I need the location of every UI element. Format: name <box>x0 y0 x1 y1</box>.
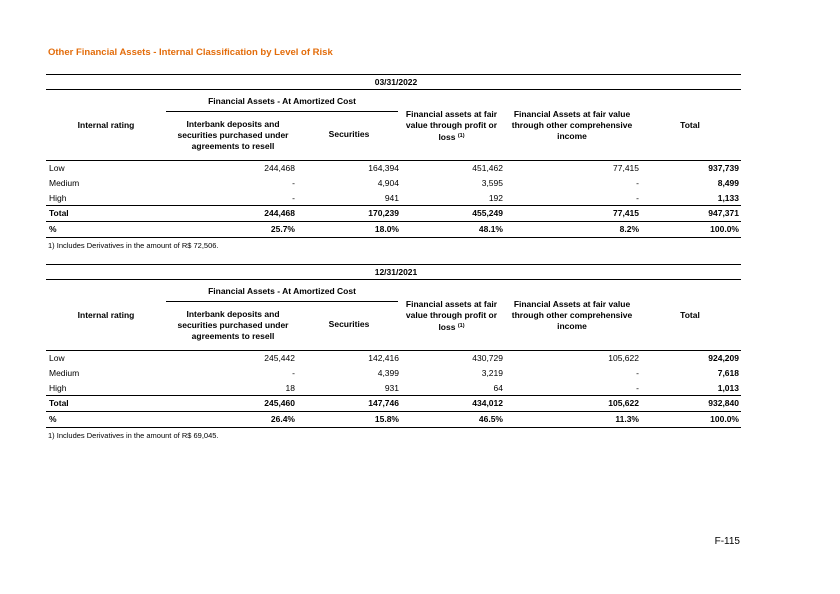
cell-total: 1,013 <box>717 382 739 393</box>
header-line: through other comprehensive <box>511 310 633 320</box>
total-row <box>46 205 741 221</box>
risk-table-2021 <box>46 264 741 440</box>
header-line: Financial Assets at fair value <box>513 109 631 119</box>
page-number: F-115 <box>714 536 740 547</box>
internal-rating-header: Internal rating <box>77 310 135 320</box>
group-underline <box>166 111 398 112</box>
cell: - <box>292 192 295 203</box>
cell: 192 <box>488 192 503 203</box>
cell: 244,468 <box>264 163 295 173</box>
amortized-cost-group-header: Financial Assets - At Amortized Cost <box>208 286 356 296</box>
footnote-marker: (1) <box>457 323 465 329</box>
header-line: value through profit or <box>405 310 498 320</box>
table-date: 03/31/2022 <box>46 74 741 90</box>
header-line: securities purchased under <box>177 320 289 330</box>
row-label: Low <box>49 353 65 363</box>
cell: 15.8% <box>374 414 399 425</box>
cell: 245,442 <box>264 353 295 363</box>
total-header: Total <box>680 310 700 320</box>
cell: 105,622 <box>608 353 639 363</box>
cell: 3,219 <box>481 367 503 378</box>
header-line: Interbank deposits and <box>186 309 280 319</box>
header-line: Financial Assets at fair value <box>513 299 631 309</box>
header-line: agreements to resell <box>191 331 275 341</box>
cell: 147,746 <box>368 398 399 409</box>
cell-total: 7,618 <box>717 367 739 378</box>
cell: 64 <box>493 382 503 393</box>
table-row <box>46 161 741 176</box>
cell: 77,415 <box>613 163 639 173</box>
row-label: Total <box>49 398 69 409</box>
row-label: % <box>49 224 57 235</box>
table-date: 12/31/2021 <box>46 264 741 280</box>
cell: 170,239 <box>368 208 399 219</box>
cell: 3,595 <box>481 177 503 188</box>
page-title: Other Financial Assets - Internal Classification by Level of Risk <box>48 47 333 58</box>
cell: 26.4% <box>270 414 295 425</box>
amortized-cost-group-header: Financial Assets - At Amortized Cost <box>208 96 356 106</box>
cell-total: 932,840 <box>708 398 739 409</box>
header-line: loss <box>438 322 456 332</box>
cell-total: 100.0% <box>710 224 739 235</box>
cell-total: 937,739 <box>708 163 739 173</box>
header-line: Interbank deposits and <box>186 119 280 129</box>
cell: 434,012 <box>472 398 503 409</box>
internal-rating-header: Internal rating <box>77 120 135 130</box>
table-row <box>46 381 741 396</box>
cell: 142,416 <box>368 353 399 363</box>
cell: 451,462 <box>472 163 503 173</box>
cell: 245,460 <box>264 398 295 409</box>
cell: 18 <box>285 382 295 393</box>
footnote-marker: (1) <box>457 133 465 139</box>
cell: 430,729 <box>472 353 503 363</box>
footnote: 1) Includes Derivatives in the amount of R$ 72,506. <box>48 240 219 250</box>
cell: 4,904 <box>377 177 399 188</box>
cell: 48.1% <box>478 224 503 235</box>
cell: 11.3% <box>615 414 639 425</box>
footnote: 1) Includes Derivatives in the amount of R$ 69,045. <box>48 430 219 440</box>
row-label: High <box>49 192 67 203</box>
header-line: through other comprehensive <box>511 120 633 130</box>
interbank-header <box>166 119 300 152</box>
cell-total: 924,209 <box>708 353 739 363</box>
header-line: income <box>557 131 587 141</box>
cell-total: 100.0% <box>710 414 739 425</box>
cell: - <box>292 177 295 188</box>
table-row <box>46 191 741 206</box>
table-header <box>46 90 741 161</box>
table-row <box>46 176 741 191</box>
cell: - <box>636 382 639 393</box>
header-line: agreements to resell <box>191 141 275 151</box>
cell: 455,249 <box>472 208 503 219</box>
table-header <box>46 280 741 351</box>
table-row <box>46 366 741 381</box>
cell-total: 947,371 <box>708 208 739 219</box>
cell: 931 <box>384 382 399 393</box>
cell: 4,399 <box>377 367 399 378</box>
cell: - <box>636 177 639 188</box>
row-label: % <box>49 414 57 425</box>
cell: 8.2% <box>619 224 639 235</box>
cell: - <box>292 367 295 378</box>
cell: 941 <box>384 192 399 203</box>
percent-row <box>46 411 741 428</box>
fvpl-header <box>398 109 505 143</box>
total-row <box>46 395 741 411</box>
cell-total: 8,499 <box>717 177 739 188</box>
cell: 25.7% <box>270 224 295 235</box>
securities-header: Securities <box>328 319 370 329</box>
header-line: value through profit or <box>405 120 498 130</box>
row-label: Medium <box>49 177 80 188</box>
group-underline <box>166 301 398 302</box>
risk-table-2022 <box>46 74 741 250</box>
row-label: Low <box>49 163 65 173</box>
interbank-header <box>166 309 300 342</box>
header-line: securities purchased under <box>177 130 289 140</box>
header-line: income <box>557 321 587 331</box>
header-line: loss <box>438 132 456 142</box>
percent-row <box>46 221 741 238</box>
cell: 244,468 <box>264 208 295 219</box>
cell: 46.5% <box>478 414 503 425</box>
securities-header: Securities <box>328 129 370 139</box>
header-line: Financial assets at fair <box>405 109 498 119</box>
cell: - <box>636 367 639 378</box>
cell: 105,622 <box>608 398 639 409</box>
row-label: High <box>49 382 67 393</box>
header-line: Financial assets at fair <box>405 299 498 309</box>
total-header: Total <box>680 120 700 130</box>
fvpl-header <box>398 299 505 333</box>
table-row <box>46 351 741 366</box>
cell-total: 1,133 <box>717 192 739 203</box>
cell: 77,415 <box>613 208 639 219</box>
row-label: Total <box>49 208 69 219</box>
cell: - <box>636 192 639 203</box>
cell: 164,394 <box>368 163 399 173</box>
row-label: Medium <box>49 367 80 378</box>
cell: 18.0% <box>374 224 399 235</box>
fvoci-header <box>505 299 639 332</box>
fvoci-header <box>505 109 639 142</box>
